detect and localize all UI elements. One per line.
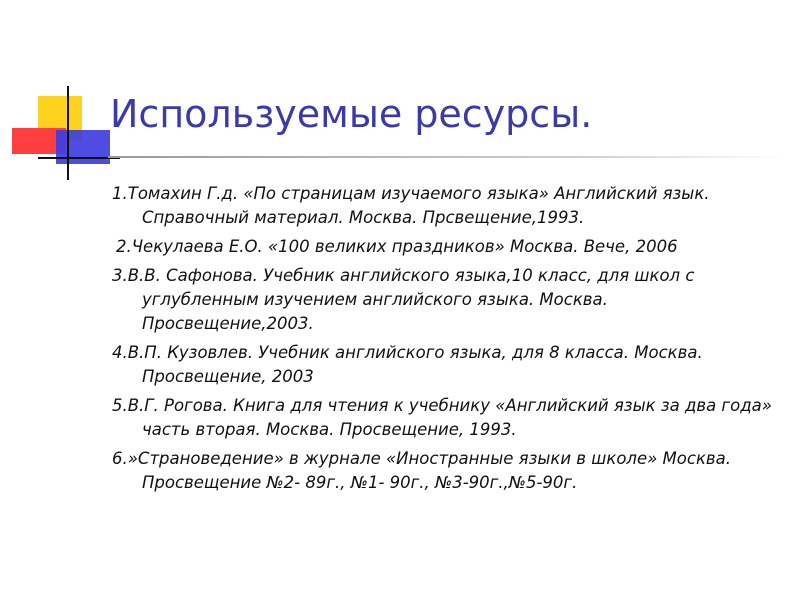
resource-item-2: 2.Чекулаева Е.О. «100 великих праздников» Москва. Вече, 2006 [116,237,678,256]
resource-item-3: 3.В.В. Сафонова. Учебник английского языка,10 класс, для школ с углубленным изучением английского языка. Москва. Просвещение,2003. [112,266,695,333]
decor-vertical-line [67,86,69,180]
resources-list [112,182,782,500]
resource-item-6: 6.»Страноведение» в журнале «Иностранные языки в школе» Москва. Просвещение №2- 89г., №1- 90г., №3-90г.,№5-90г. [112,449,732,492]
slide-title: Используемые ресурсы. [110,92,593,136]
resource-item-1: 1.Томахин Г.д. «По страницам изучаемого языка» Английский язык. Справочный материал. Москва. Прсвещение,1993. [112,184,710,227]
resource-item-5: 5.В.Г. Рогова. Книга для чтения к учебнику «Английский язык за два года» часть вторая. Москва. Просвещение, 1993. [112,396,772,439]
title-divider [108,156,788,158]
resource-item-4: 4.В.П. Кузовлев. Учебник английского языка, для 8 класса. Москва. Просвещение, 2003 [112,343,703,386]
